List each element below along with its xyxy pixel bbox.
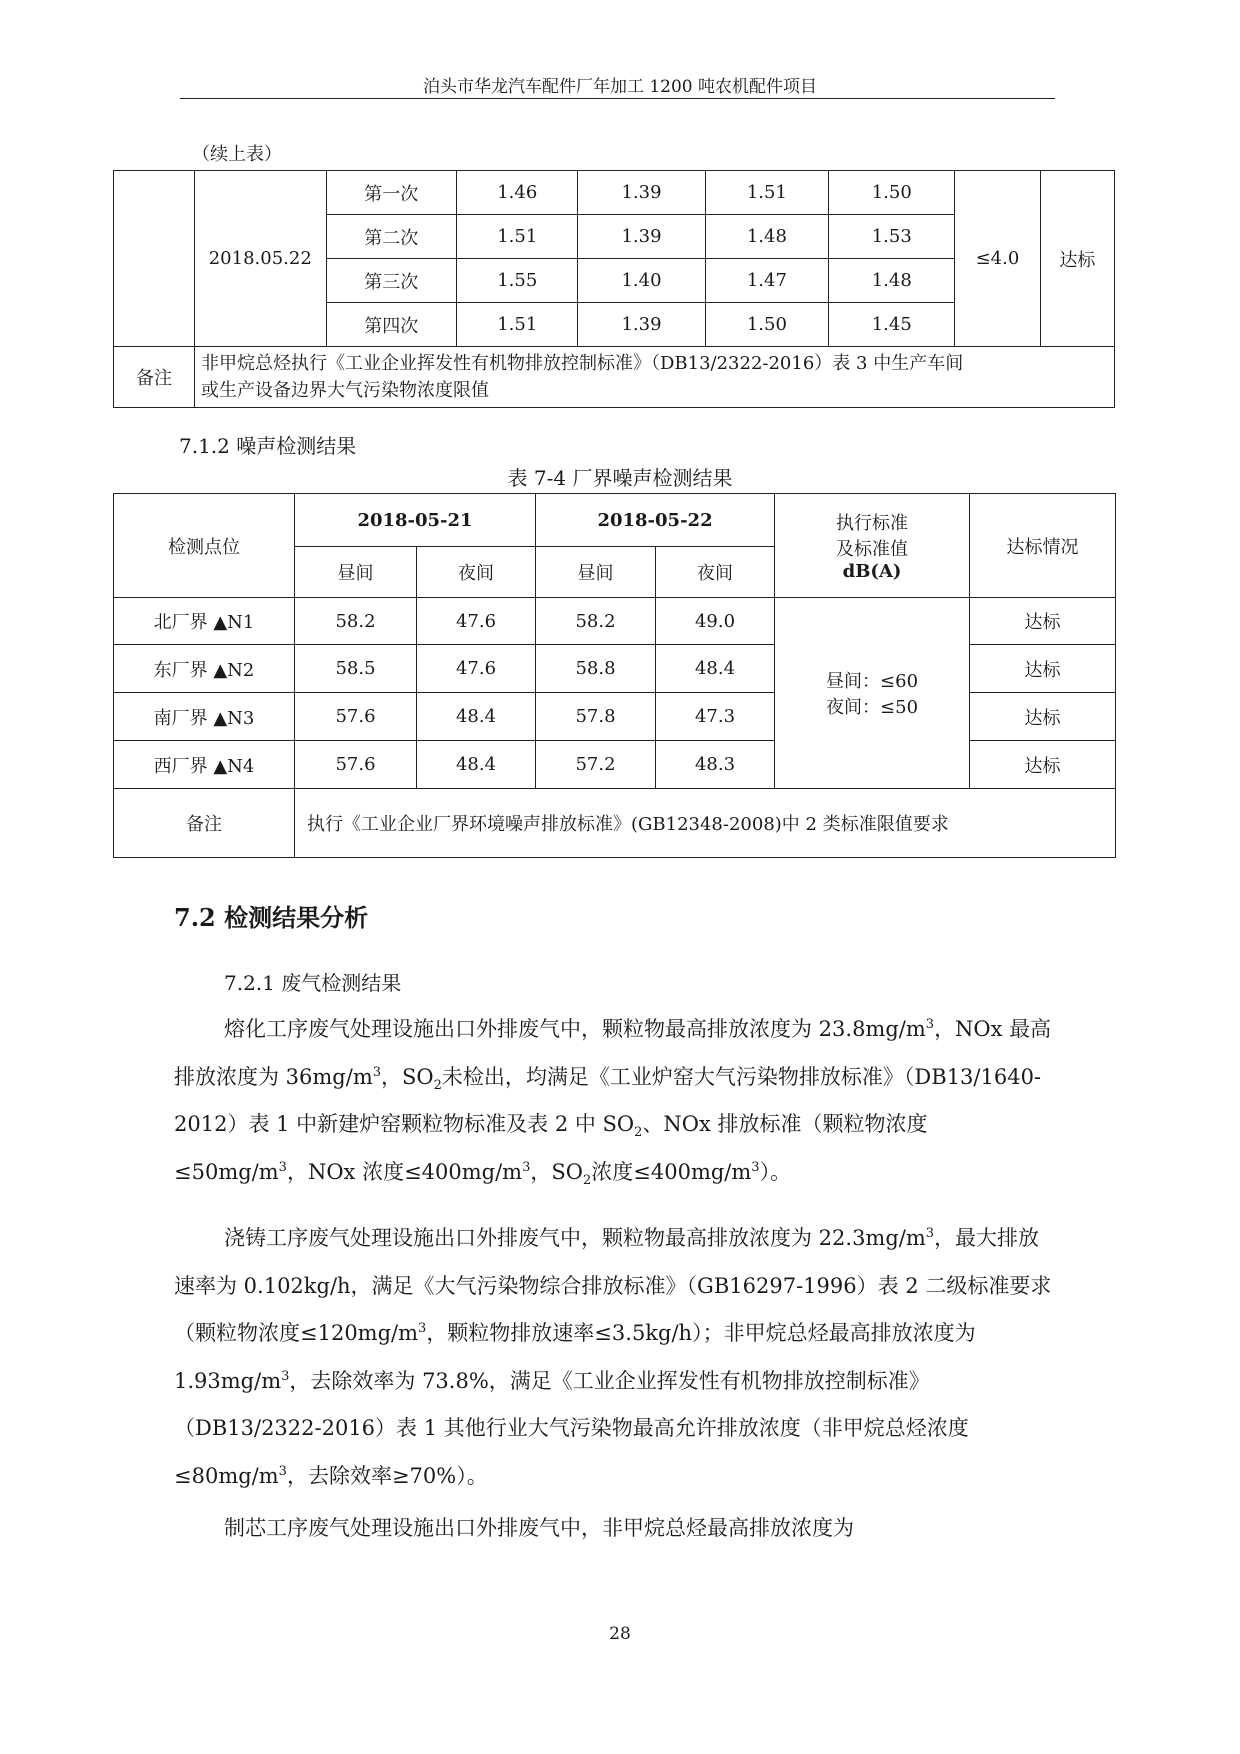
value-cell: 47.6 — [417, 645, 536, 693]
value-cell: 58.8 — [536, 645, 656, 693]
value-cell: 1.40 — [578, 259, 705, 303]
header-standard — [775, 494, 970, 598]
text-run: 、NOx 排放标准（颗粒物浓度≤50mg/m — [174, 1112, 928, 1184]
point-cell: 西厂界 ▲N4 — [114, 741, 295, 789]
table-row-note — [114, 789, 1116, 858]
value-cell: 48.3 — [656, 741, 775, 789]
date-cell: 2018.05.22 — [194, 171, 326, 347]
noise-results-table — [113, 493, 1116, 858]
header-night: 夜间 — [656, 547, 775, 598]
superscript: 3 — [372, 1064, 382, 1080]
round-cell: 第二次 — [326, 215, 456, 259]
limit-night: 夜间：≤50 — [826, 697, 919, 718]
paragraph-melting — [174, 1006, 1054, 1196]
header-standard-unit: dB(A) — [842, 561, 902, 582]
note-label: 备注 — [114, 347, 195, 408]
text-run: ，NOx 最高排放浓度为 36mg/m — [174, 1017, 1052, 1089]
value-cell: 48.4 — [417, 741, 536, 789]
status-cell: 达标 — [970, 598, 1116, 645]
value-cell: 57.2 — [536, 741, 656, 789]
text-run: 熔化工序废气处理设施出口外排废气中，颗粒物最高排放浓度为 23.8mg/m — [224, 1017, 926, 1041]
blank-cell — [114, 171, 195, 347]
subscript: 2 — [582, 1172, 592, 1188]
value-cell: 47.6 — [417, 598, 536, 645]
note-line: 非甲烷总烃执行《工业企业挥发性有机物排放控制标准》（DB13/2322-2016）表 3 中生产车间 — [200, 353, 964, 374]
table-header-row — [114, 494, 1116, 547]
value-cell: 1.45 — [829, 303, 955, 347]
note-text — [194, 347, 1114, 408]
value-cell: 1.53 — [829, 215, 955, 259]
paragraph-core-making — [174, 1505, 1054, 1553]
value-cell: 1.50 — [705, 303, 829, 347]
round-cell: 第一次 — [326, 171, 456, 215]
noise-table-caption: 表 7-4 厂界噪声检测结果 — [507, 466, 733, 490]
text-run: 浇铸工序废气处理设施出口外排废气中，颗粒物最高排放浓度为 22.3mg/m — [224, 1226, 926, 1250]
value-cell: 1.55 — [457, 259, 578, 303]
value-cell: 58.2 — [295, 598, 417, 645]
value-cell: 1.48 — [829, 259, 955, 303]
section-title: 7.2 检测结果分析 — [174, 903, 369, 932]
header-point: 检测点位 — [114, 494, 295, 598]
value-cell: 58.5 — [295, 645, 417, 693]
round-cell: 第三次 — [326, 259, 456, 303]
text-run: 制芯工序废气处理设施出口外排废气中，非甲烷总烃最高排放浓度为 — [224, 1516, 854, 1540]
continued-emission-table — [113, 170, 1115, 408]
text-run: ，去除效率≥70%）。 — [286, 1463, 488, 1488]
limit-day: 昼间：≤60 — [826, 671, 919, 692]
value-cell: 1.39 — [578, 303, 705, 347]
header-date: 2018-05-21 — [295, 494, 536, 547]
noise-subsection-title: 7.1.2 噪声检测结果 — [179, 434, 357, 458]
superscript: 3 — [278, 1463, 287, 1479]
page-header-title: 泊头市华龙汽车配件厂年加工 1200 吨农机配件项目 — [422, 77, 818, 97]
subscript: 2 — [433, 1077, 442, 1093]
header-day: 昼间 — [295, 547, 417, 598]
superscript: 3 — [925, 1017, 935, 1032]
table-row — [114, 171, 1115, 215]
value-cell: 48.4 — [656, 645, 775, 693]
limit-cell — [775, 598, 970, 789]
table-row — [114, 598, 1116, 645]
superscript: 3 — [522, 1159, 531, 1175]
header-date: 2018-05-22 — [536, 494, 775, 547]
value-cell: 1.48 — [705, 215, 829, 259]
paragraph-casting — [174, 1215, 1054, 1500]
superscript: 3 — [278, 1159, 287, 1175]
value-cell: 1.39 — [578, 171, 705, 215]
header-standard-line: 执行标准 — [836, 513, 909, 534]
value-cell: 1.50 — [829, 171, 955, 215]
value-cell: 49.0 — [656, 598, 775, 645]
value-cell: 1.39 — [578, 215, 705, 259]
text-run: ，SO — [381, 1064, 434, 1089]
status-cell: 达标 — [970, 645, 1116, 693]
value-cell: 58.2 — [536, 598, 656, 645]
text-run: ，最大排放速率为 0.102kg/h，满足《大气污染物综合排放标准》（GB16297-1996）表 2 二级标准要求（颗粒物浓度≤120mg/m — [174, 1226, 1052, 1345]
continued-table-label: （续上表） — [192, 144, 282, 165]
note-text: 执行《工业企业厂界环境噪声排放标准》(GB12348-2008)中 2 类标准限值要求 — [295, 789, 1116, 858]
text-run: ）。 — [759, 1159, 792, 1184]
value-cell: 47.3 — [656, 693, 775, 741]
value-cell: 1.46 — [457, 171, 578, 215]
status-cell: 达标 — [970, 693, 1116, 741]
header-standard-line: 及标准值 — [836, 539, 909, 560]
round-cell: 第四次 — [326, 303, 456, 347]
value-cell: 1.51 — [457, 215, 578, 259]
text-run: 未检出，均满足《工业炉窑大气污染物排放标准》（DB13/1640-2012）表 1 中新建炉窑颗粒物标准及表 2 中 SO — [174, 1064, 1042, 1136]
value-cell: 57.6 — [295, 741, 417, 789]
subscript: 2 — [634, 1125, 643, 1141]
text-run: ，NOx 浓度≤400mg/m — [286, 1159, 523, 1184]
superscript: 3 — [925, 1226, 935, 1241]
point-cell: 南厂界 ▲N3 — [114, 693, 295, 741]
note-label: 备注 — [114, 789, 295, 858]
header-day: 昼间 — [536, 547, 656, 598]
table-row-note — [114, 347, 1115, 408]
header-divider — [180, 98, 1055, 99]
point-cell: 东厂界 ▲N2 — [114, 645, 295, 693]
header-night: 夜间 — [417, 547, 536, 598]
value-cell: 1.47 — [705, 259, 829, 303]
text-run: ，去除效率为 73.8%，满足《工业企业挥发性有机物排放控制标准》（DB13/2322-2016）表 1 其他行业大气污染物最高允许排放浓度（非甲烷总烃浓度≤80mg/m — [174, 1368, 969, 1488]
value-cell: 1.51 — [705, 171, 829, 215]
limit-cell: ≤4.0 — [955, 171, 1040, 347]
status-cell: 达标 — [970, 741, 1116, 789]
value-cell: 48.4 — [417, 693, 536, 741]
superscript: 3 — [751, 1159, 760, 1175]
text-run: ，SO — [530, 1159, 583, 1184]
value-cell: 57.8 — [536, 693, 656, 741]
text-run: 浓度≤400mg/m — [591, 1159, 752, 1184]
superscript: 3 — [281, 1368, 290, 1384]
value-cell: 1.51 — [457, 303, 578, 347]
value-cell: 57.6 — [295, 693, 417, 741]
subsection-title: 7.2.1 废气检测结果 — [224, 971, 402, 995]
header-status: 达标情况 — [970, 494, 1116, 598]
result-cell: 达标 — [1040, 171, 1114, 347]
text-run: ，颗粒物排放速率≤3.5kg/h）；非甲烷总烃最高排放浓度为 1.93mg/m — [174, 1321, 976, 1393]
note-line: 或生产设备边界大气污染物浓度限值 — [200, 380, 489, 401]
superscript: 3 — [418, 1321, 427, 1336]
page-number: 28 — [609, 1624, 631, 1644]
point-cell: 北厂界 ▲N1 — [114, 598, 295, 645]
